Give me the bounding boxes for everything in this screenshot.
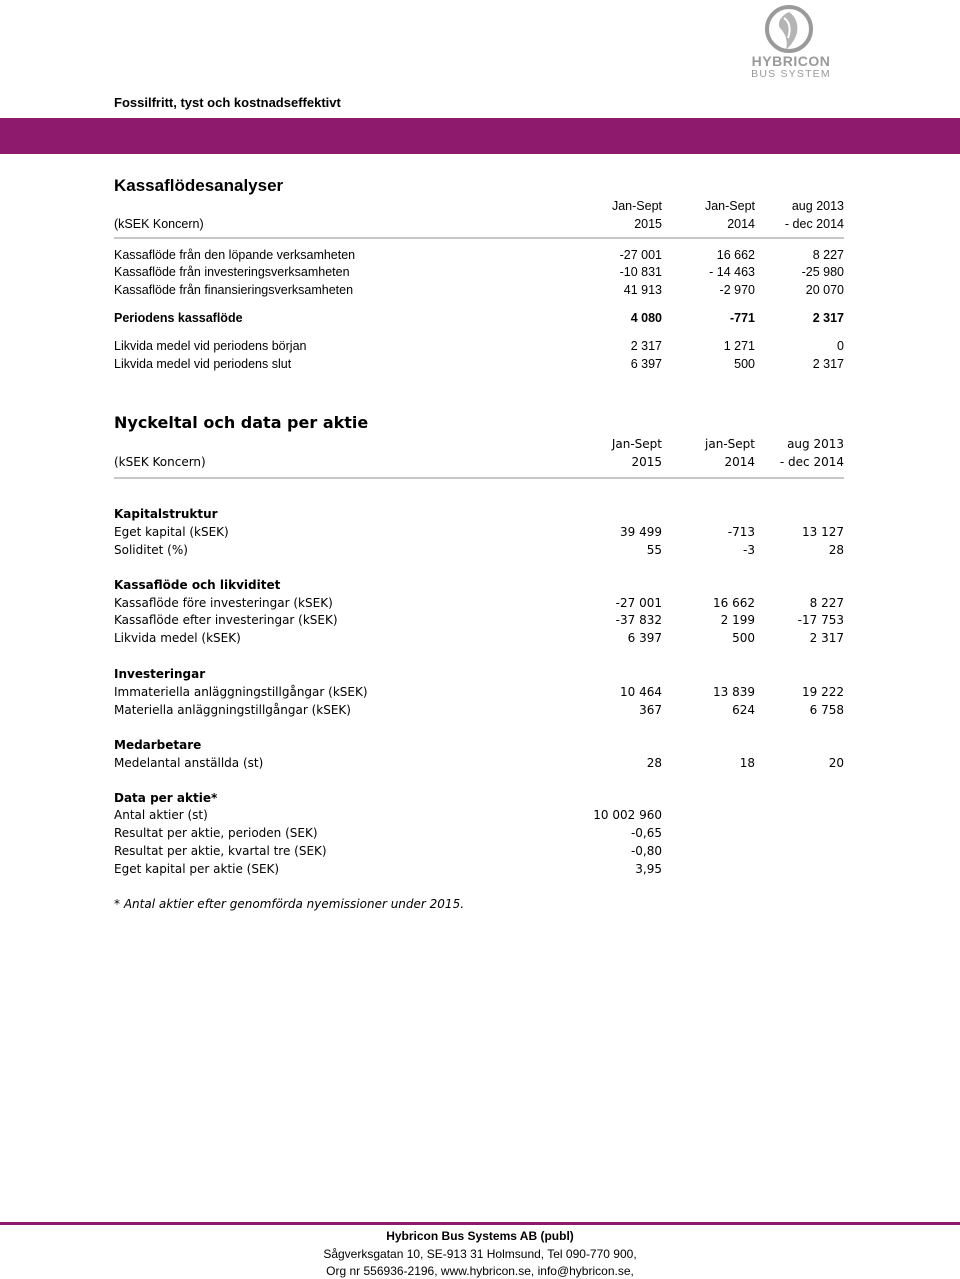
col-head: 2015 [634,217,662,231]
row-label: Likvida medel (kSEK) [114,631,241,645]
table-row [114,826,844,844]
cell: 6 758 [809,703,844,717]
row-label: Resultat per aktie, kvartal tre (SEK) [114,844,327,858]
table-row [114,339,844,357]
keyfigures-head-row-2 [114,455,844,473]
table-row [114,357,844,375]
col-head: 2014 [727,217,755,231]
cell: 6 397 [630,357,662,371]
cell: 8 227 [809,596,844,610]
table-row [114,265,844,283]
row-label: Kassaflöde från den löpande verksamheten [114,248,356,262]
cell: 3,95 [635,862,662,876]
table-row [114,525,844,543]
col-head: 2015 [631,455,662,469]
row-label: Materiella anläggningstillgångar (kSEK) [114,703,351,717]
cell: 20 070 [805,283,844,297]
row-label: Eget kapital (kSEK) [114,525,229,539]
cell: 39 499 [620,525,662,539]
cell: -0,65 [630,826,662,840]
row-label: Resultat per aktie, perioden (SEK) [114,826,318,840]
cell: 8 227 [812,248,844,262]
tagline: Fossilfritt, tyst och kostnadseffektivt [114,95,341,110]
cell: 20 [828,756,844,770]
table-row [114,844,844,862]
row-label: Soliditet (%) [114,543,188,557]
unit-label: (kSEK Koncern) [114,455,206,469]
col-head: jan-Sept [705,437,755,451]
cell: 2 199 [720,613,755,627]
table-row [114,862,844,880]
cell: 1 271 [723,339,755,353]
cell: 55 [646,543,662,557]
row-label: Likvida medel vid periodens slut [114,357,292,371]
table-divider [114,477,844,479]
cell: 0 [837,339,844,353]
unit-label: (kSEK Koncern) [114,217,204,231]
footer-company: Hybricon Bus Systems AB (publ) [386,1229,574,1243]
cell: 16 662 [713,596,755,610]
cell: -3 [743,543,755,557]
row-label: Likvida medel vid periodens början [114,339,307,353]
section-heading [114,791,844,809]
table-row [114,685,844,703]
table-row [114,283,844,301]
cell: 2 317 [809,631,844,645]
cell: 624 [732,703,755,717]
col-head: Jan-Sept [611,437,662,451]
footer-divider [0,1222,960,1225]
table-row-total [114,311,844,329]
cell: 10 002 960 [593,808,662,822]
row-label: Kassaflöde från finansieringsverksamheten [114,283,354,297]
company-logo [746,4,836,80]
cell: 13 127 [802,525,844,539]
col-head: 2014 [724,455,755,469]
table-row [114,248,844,266]
cell: -27 001 [615,596,662,610]
section-heading [114,738,844,756]
col-head: Jan-Sept [611,199,662,213]
col-head: aug 2013 [791,199,844,213]
logo-subtitle: BUS SYSTEM [751,68,831,80]
cell: 2 317 [812,357,844,371]
cashflow-title: Kassaflödesanalyser [114,176,284,195]
keyfigures-title: Nyckeltal och data per aktie [114,413,369,432]
table-row [114,613,844,631]
table-row [114,756,844,774]
row-label: Kassaflöde efter investeringar (kSEK) [114,613,338,627]
table-divider [114,237,844,239]
cell: -27 001 [619,248,662,262]
table-row [114,543,844,561]
cell: 4 080 [630,311,662,325]
cell: 10 464 [620,685,662,699]
cell: 28 [828,543,844,557]
table-row [114,808,844,826]
footnote: * Antal aktier efter genomförda nyemissioner under 2015. [114,897,465,911]
cell: -0,80 [630,844,662,858]
cell: 2 317 [812,311,844,325]
cell: -17 753 [797,613,844,627]
cashflow-head-row-1 [114,199,844,217]
section-heading-label: Kassaflöde och likviditet [114,578,281,592]
section-heading-label: Kapitalstruktur [114,507,218,521]
cell: 500 [732,631,755,645]
cashflow-head-row-2 [114,217,844,235]
cell: -713 [727,525,755,539]
table-row [114,703,844,721]
row-label: Periodens kassaflöde [114,311,243,325]
cell: 6 397 [627,631,662,645]
cell: -10 831 [619,265,662,279]
section-heading-label: Investeringar [114,667,206,681]
col-head: Jan-Sept [704,199,755,213]
cell: -25 980 [801,265,844,279]
cell: 500 [734,357,755,371]
hybricon-logo-icon [764,4,814,54]
row-label: Antal aktier (st) [114,808,208,822]
cell: - 14 463 [709,265,755,279]
cell: 18 [739,756,755,770]
footer-org: Org nr 556936-2196, www.hybricon.se, info@hybricon.se, [326,1264,634,1278]
table-row [114,631,844,649]
cell: 13 839 [713,685,755,699]
section-heading [114,578,844,596]
cell: -2 970 [719,283,755,297]
row-label: Eget kapital per aktie (SEK) [114,862,280,876]
cell: 2 317 [630,339,662,353]
cell: 28 [646,756,662,770]
table-row [114,596,844,614]
row-label: Immateriella anläggningstillgångar (kSEK) [114,685,368,699]
keyfigures-head-row-1 [114,437,844,455]
cell: 41 913 [623,283,662,297]
cell: -37 832 [615,613,662,627]
row-label: Medelantal anställda (st) [114,756,264,770]
row-label: Kassaflöde från investeringsverksamheten [114,265,350,279]
section-heading [114,507,844,525]
header-banner [0,118,960,154]
cell: -771 [729,311,755,325]
footer-address: Sågverksgatan 10, SE-913 31 Holmsund, Tel 090-770 900, [323,1247,637,1261]
col-head: - dec 2014 [784,217,844,231]
cell: 367 [639,703,662,717]
section-heading [114,667,844,685]
row-label: Kassaflöde före investeringar (kSEK) [114,596,333,610]
logo-wordmark: HYBRICON [751,53,831,69]
cell: 19 222 [802,685,844,699]
section-heading-label: Data per aktie* [114,791,218,805]
section-heading-label: Medarbetare [114,738,202,752]
col-head: aug 2013 [787,437,844,451]
col-head: - dec 2014 [779,455,844,469]
cell: 16 662 [716,248,755,262]
